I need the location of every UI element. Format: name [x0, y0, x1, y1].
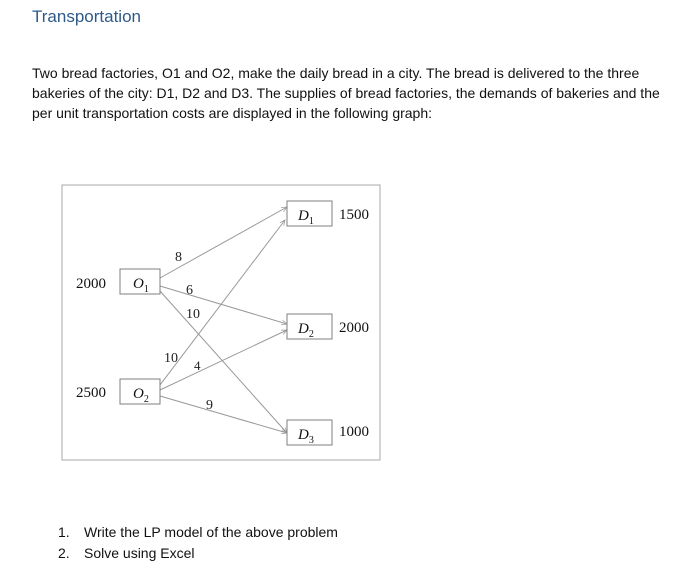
cost-o2-d1: 10 — [164, 351, 178, 366]
supply-o2: 2500 — [76, 385, 106, 401]
list-number: 1. — [58, 524, 70, 540]
list-item — [58, 522, 338, 543]
node-d3: $D_3$ — [298, 427, 314, 446]
node-o2: $O_2$ — [133, 386, 149, 405]
list-text: Write the LP model of the above problem — [84, 524, 338, 540]
intro-line: bakeries of the city: D1, D2 and D3. The supplies of bread factories, the demands of bakeries and the — [32, 85, 660, 101]
cost-o1-d2: 6 — [186, 283, 193, 298]
cost-o1-d1: 8 — [175, 250, 182, 265]
supply-o1: 2000 — [76, 276, 106, 292]
cost-o2-d2: 4 — [194, 358, 201, 373]
cost-o2-d3: 9 — [206, 398, 213, 413]
demand-d3: 1000 — [339, 424, 369, 440]
list-number: 2. — [58, 545, 70, 561]
intro-line: Two bread factories, O1 and O2, make the daily bread in a city. The bread is delivered to the three — [32, 65, 640, 81]
page-title: Transportation — [32, 7, 141, 26]
demand-d1: 1500 — [339, 207, 369, 223]
node-d1: $D_1$ — [298, 208, 314, 227]
intro-line: per unit transportation costs are displayed in the following graph: — [32, 105, 433, 121]
node-d2: $D_2$ — [298, 321, 314, 340]
node-o1: $O_1$ — [133, 276, 149, 295]
cost-o1-d3: 10 — [186, 307, 200, 322]
list-item — [58, 543, 338, 564]
task-list — [58, 522, 338, 564]
demand-d2: 2000 — [339, 320, 369, 336]
list-text: Solve using Excel — [84, 545, 195, 561]
